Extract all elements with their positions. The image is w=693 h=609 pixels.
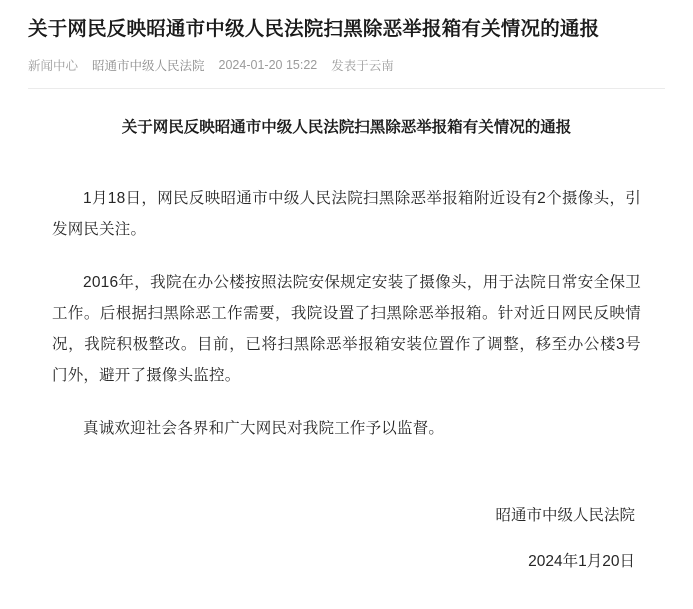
paragraph: 真诚欢迎社会各界和广大网民对我院工作予以监督。 xyxy=(83,420,445,437)
paragraph-list xyxy=(52,183,641,444)
signature-organization: 昭通市中级人民法院 xyxy=(495,507,635,524)
article-body xyxy=(28,115,665,578)
meta-source[interactable]: 昭通市中级人民法院 xyxy=(92,59,205,73)
signature-date: 2024年1月20日 xyxy=(528,553,635,570)
page-title: 关于网民反映昭通市中级人民法院扫黑除恶举报箱有关情况的通报 xyxy=(28,18,600,40)
document-title: 关于网民反映昭通市中级人民法院扫黑除恶举报箱有关情况的通报 xyxy=(121,119,572,136)
paragraph: 1月18日，网民反映昭通市中级人民法院扫黑除恶举报箱附近设有2个摄像头，引发网民关注。 xyxy=(52,190,641,238)
header-divider xyxy=(28,88,665,89)
meta-channel[interactable]: 新闻中心 xyxy=(28,59,79,73)
article-meta xyxy=(28,56,665,74)
paragraph: 2016年，我院在办公楼按照法院安保规定安装了摄像头，用于法院日常安全保卫工作。后根据扫黑除恶工作需要，我院设置了扫黑除恶举报箱。针对近日网民反映情况，我院积极整改。目前，已将扫黑除恶举报箱安装位置作了调整，移至办公楼3号门外，避开了摄像头监控。 xyxy=(52,274,641,384)
meta-datetime: 2024-01-20 15:22 xyxy=(218,58,318,72)
meta-location: 发表于云南 xyxy=(331,59,394,73)
